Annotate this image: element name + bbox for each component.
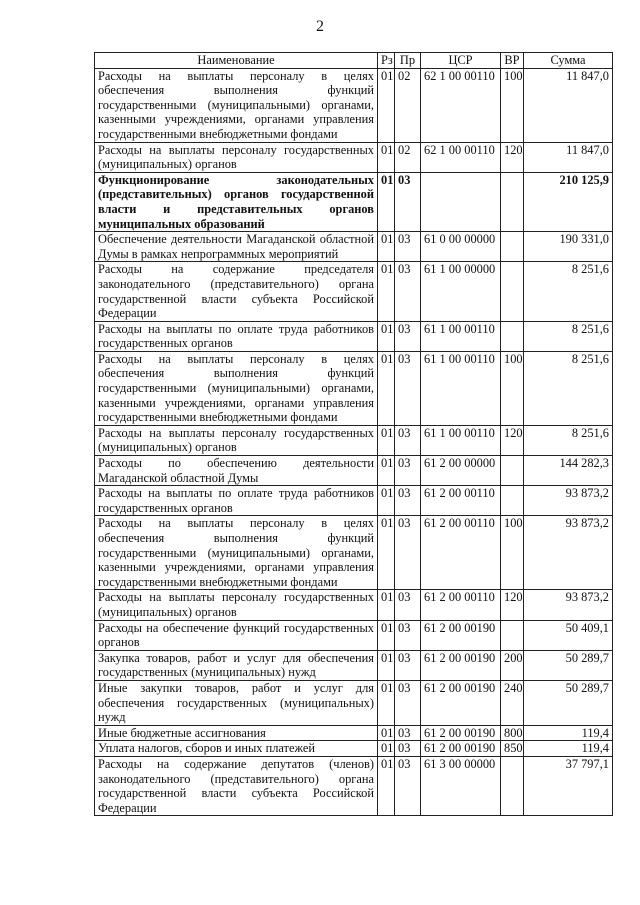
row-sum: 93 873,2 xyxy=(524,516,613,590)
row-csr xyxy=(421,172,501,231)
row-csr: 61 0 00 00000 xyxy=(421,232,501,262)
row-rz: 01 xyxy=(378,68,395,142)
row-rz: 01 xyxy=(378,262,395,321)
table-row xyxy=(95,756,613,815)
row-sum: 37 797,1 xyxy=(524,756,613,815)
header-rz: Рз xyxy=(378,53,395,69)
row-name: Иные закупки товаров, работ и услуг для обеспечения государственных (муниципальных) нужд xyxy=(95,680,378,725)
row-csr: 61 2 00 00000 xyxy=(421,456,501,486)
row-vr: 120 xyxy=(501,590,524,620)
row-pr: 03 xyxy=(395,232,421,262)
row-name: Иные бюджетные ассигнования xyxy=(95,725,378,741)
row-pr: 03 xyxy=(395,680,421,725)
header-sum: Сумма xyxy=(524,53,613,69)
row-sum: 50 409,1 xyxy=(524,620,613,650)
row-pr: 03 xyxy=(395,262,421,321)
row-pr: 03 xyxy=(395,725,421,741)
row-sum: 93 873,2 xyxy=(524,486,613,516)
row-pr: 02 xyxy=(395,68,421,142)
row-sum: 11 847,0 xyxy=(524,142,613,172)
row-csr: 61 2 00 00190 xyxy=(421,680,501,725)
row-vr: 120 xyxy=(501,425,524,455)
row-vr xyxy=(501,321,524,351)
table-row xyxy=(95,680,613,725)
row-vr: 120 xyxy=(501,142,524,172)
row-csr: 61 2 00 00190 xyxy=(421,650,501,680)
row-name: Расходы на выплаты персоналу государственных (муниципальных) органов xyxy=(95,590,378,620)
row-vr: 850 xyxy=(501,741,524,757)
row-name: Расходы на обеспечение функций государственных органов xyxy=(95,620,378,650)
row-vr xyxy=(501,620,524,650)
row-csr: 61 1 00 00110 xyxy=(421,351,501,425)
row-name: Расходы на содержание председателя законодательного (представительного) органа государственной власти субъекта Российской Федерации xyxy=(95,262,378,321)
table-row xyxy=(95,456,613,486)
row-rz: 01 xyxy=(378,351,395,425)
row-vr: 100 xyxy=(501,516,524,590)
row-sum: 93 873,2 xyxy=(524,590,613,620)
row-sum: 8 251,6 xyxy=(524,321,613,351)
row-csr: 61 3 00 00000 xyxy=(421,756,501,815)
row-pr: 03 xyxy=(395,172,421,231)
page-number: 2 xyxy=(316,18,324,35)
row-name: Расходы на выплаты персоналу государственных (муниципальных) органов xyxy=(95,425,378,455)
table-row xyxy=(95,725,613,741)
row-pr: 03 xyxy=(395,425,421,455)
header-vr: ВР xyxy=(501,53,524,69)
row-csr: 61 2 00 00190 xyxy=(421,741,501,757)
row-name: Расходы по обеспечению деятельности Магаданской областной Думы xyxy=(95,456,378,486)
table-row xyxy=(95,172,613,231)
row-pr: 03 xyxy=(395,486,421,516)
table-row xyxy=(95,142,613,172)
row-sum: 50 289,7 xyxy=(524,650,613,680)
table-row xyxy=(95,590,613,620)
row-sum: 210 125,9 xyxy=(524,172,613,231)
header-csr: ЦСР xyxy=(421,53,501,69)
header-name: Наименование xyxy=(95,53,378,69)
table-row xyxy=(95,68,613,142)
row-sum: 8 251,6 xyxy=(524,351,613,425)
row-vr: 240 xyxy=(501,680,524,725)
table-row xyxy=(95,741,613,757)
table-row xyxy=(95,351,613,425)
row-csr: 61 2 00 00190 xyxy=(421,620,501,650)
table-header-row xyxy=(95,53,613,69)
row-sum: 119,4 xyxy=(524,725,613,741)
row-rz: 01 xyxy=(378,620,395,650)
row-sum: 8 251,6 xyxy=(524,425,613,455)
row-rz: 01 xyxy=(378,232,395,262)
row-sum: 190 331,0 xyxy=(524,232,613,262)
row-vr: 100 xyxy=(501,68,524,142)
row-pr: 03 xyxy=(395,741,421,757)
header-pr: Пр xyxy=(395,53,421,69)
table-row xyxy=(95,232,613,262)
row-name: Расходы на выплаты персоналу в целях обеспечения выполнения функций государственными (муниципальными) органами, казенными учреждениями, органами управления государственными внебюджетными фондами xyxy=(95,68,378,142)
row-vr xyxy=(501,232,524,262)
row-rz: 01 xyxy=(378,725,395,741)
row-sum: 11 847,0 xyxy=(524,68,613,142)
row-csr: 61 1 00 00110 xyxy=(421,321,501,351)
row-pr: 03 xyxy=(395,351,421,425)
row-pr: 03 xyxy=(395,516,421,590)
row-vr: 200 xyxy=(501,650,524,680)
row-vr xyxy=(501,486,524,516)
row-vr xyxy=(501,172,524,231)
table-row xyxy=(95,620,613,650)
row-rz: 01 xyxy=(378,172,395,231)
row-pr: 03 xyxy=(395,321,421,351)
row-pr: 02 xyxy=(395,142,421,172)
row-rz: 01 xyxy=(378,741,395,757)
row-vr xyxy=(501,756,524,815)
row-name: Уплата налогов, сборов и иных платежей xyxy=(95,741,378,757)
row-csr: 61 2 00 00190 xyxy=(421,725,501,741)
row-sum: 144 282,3 xyxy=(524,456,613,486)
row-name: Расходы на содержание депутатов (членов) законодательного (представительного) органа государственной власти субъекта Российской Федерации xyxy=(95,756,378,815)
row-csr: 61 2 00 00110 xyxy=(421,590,501,620)
row-sum: 8 251,6 xyxy=(524,262,613,321)
row-pr: 03 xyxy=(395,620,421,650)
row-rz: 01 xyxy=(378,756,395,815)
row-csr: 61 1 00 00110 xyxy=(421,425,501,455)
row-rz: 01 xyxy=(378,680,395,725)
row-name: Закупка товаров, работ и услуг для обеспечения государственных (муниципальных) нужд xyxy=(95,650,378,680)
row-name: Расходы на выплаты персоналу в целях обеспечения выполнения функций государственными (муниципальными) органами, казенными учреждениями, органами управления государственными внебюджетными фондами xyxy=(95,351,378,425)
row-rz: 01 xyxy=(378,456,395,486)
row-rz: 01 xyxy=(378,650,395,680)
table-row xyxy=(95,516,613,590)
row-csr: 62 1 00 00110 xyxy=(421,68,501,142)
table-row xyxy=(95,425,613,455)
row-rz: 01 xyxy=(378,486,395,516)
row-csr: 62 1 00 00110 xyxy=(421,142,501,172)
row-rz: 01 xyxy=(378,425,395,455)
row-name: Расходы на выплаты персоналу государственных (муниципальных) органов xyxy=(95,142,378,172)
row-name: Функционирование законодательных (представительных) органов государственной власти и представительных органов муниципальных образований xyxy=(95,172,378,231)
row-csr: 61 2 00 00110 xyxy=(421,486,501,516)
row-name: Расходы на выплаты по оплате труда работников государственных органов xyxy=(95,321,378,351)
budget-table xyxy=(94,52,613,816)
row-name: Расходы на выплаты по оплате труда работников государственных органов xyxy=(95,486,378,516)
table-row xyxy=(95,321,613,351)
row-pr: 03 xyxy=(395,650,421,680)
row-pr: 03 xyxy=(395,756,421,815)
row-rz: 01 xyxy=(378,516,395,590)
row-vr: 100 xyxy=(501,351,524,425)
row-pr: 03 xyxy=(395,590,421,620)
row-csr: 61 2 00 00110 xyxy=(421,516,501,590)
table-row xyxy=(95,650,613,680)
row-rz: 01 xyxy=(378,590,395,620)
table-row xyxy=(95,262,613,321)
row-sum: 50 289,7 xyxy=(524,680,613,725)
row-rz: 01 xyxy=(378,321,395,351)
row-name: Расходы на выплаты персоналу в целях обеспечения выполнения функций государственными (муниципальными) органами, казенными учреждениями, органами управления государственными внебюджетными фондами xyxy=(95,516,378,590)
row-vr: 800 xyxy=(501,725,524,741)
table-row xyxy=(95,486,613,516)
row-vr xyxy=(501,456,524,486)
row-sum: 119,4 xyxy=(524,741,613,757)
row-pr: 03 xyxy=(395,456,421,486)
row-rz: 01 xyxy=(378,142,395,172)
row-name: Обеспечение деятельности Магаданской областной Думы в рамках непрограммных мероприятий xyxy=(95,232,378,262)
row-vr xyxy=(501,262,524,321)
row-csr: 61 1 00 00000 xyxy=(421,262,501,321)
